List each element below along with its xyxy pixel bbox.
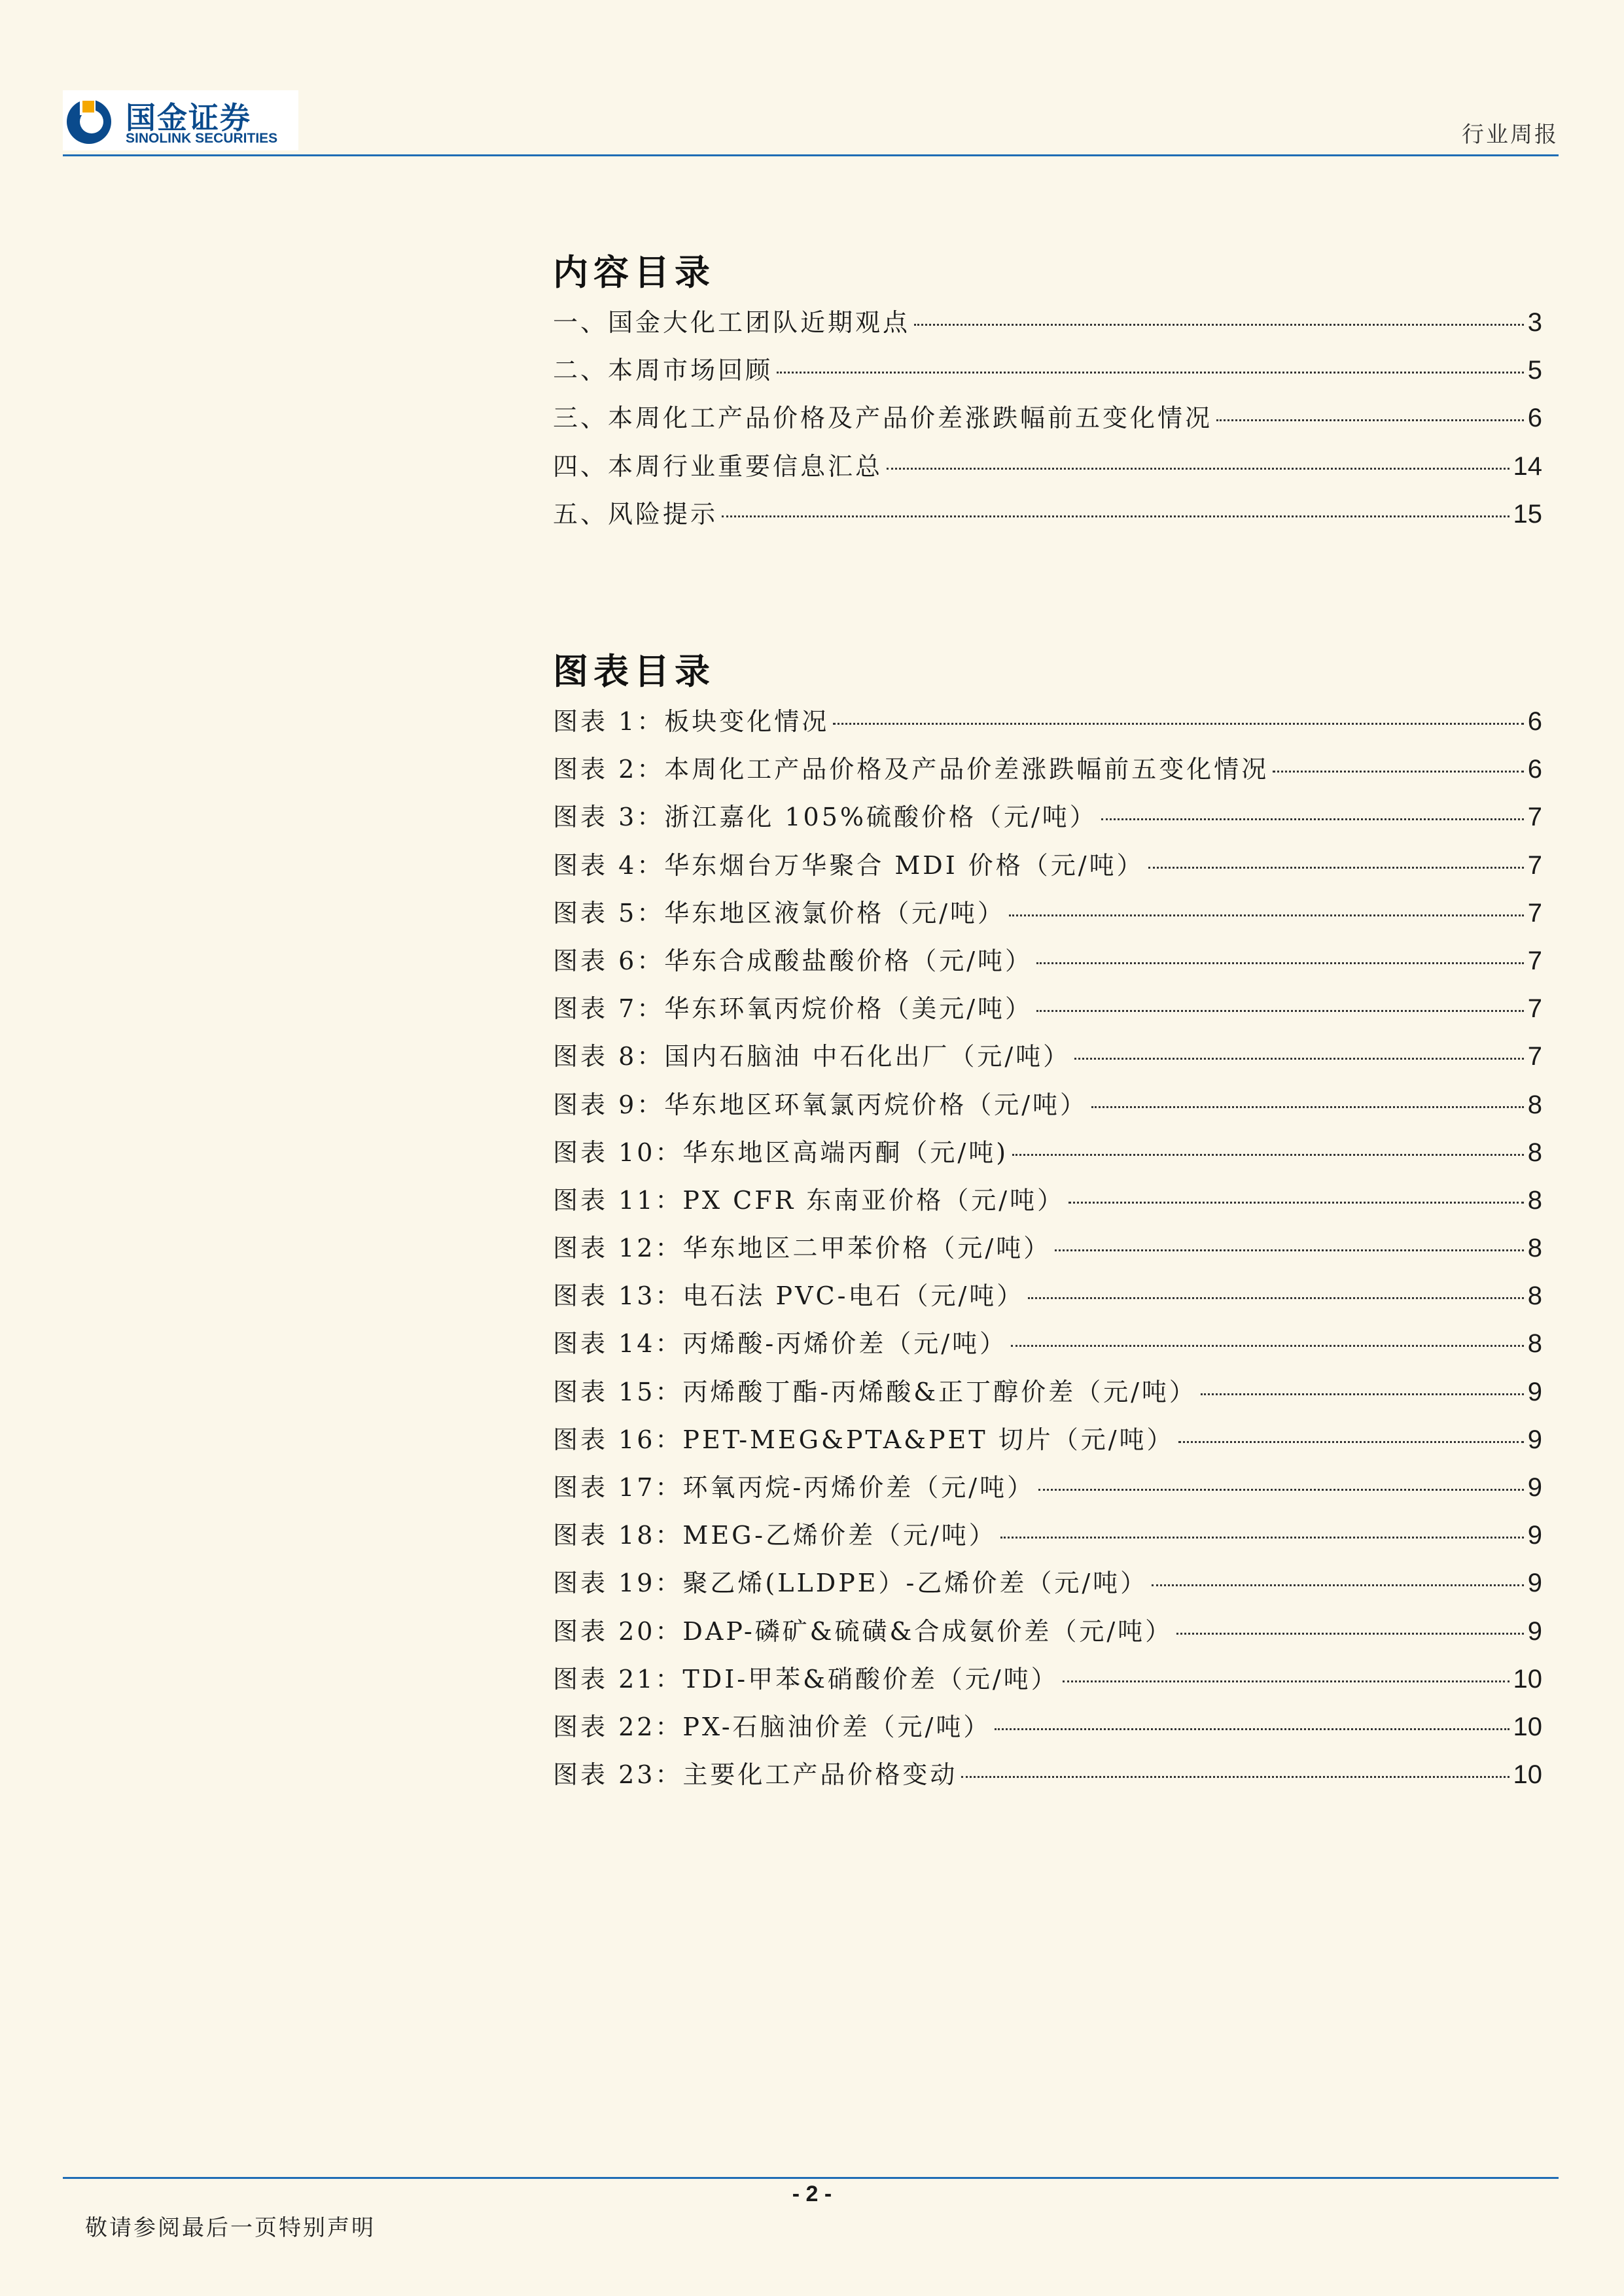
- contents-list: [553, 299, 1542, 538]
- figure-entry-page: 8: [1527, 1138, 1542, 1167]
- figure-entry-page: 9: [1527, 1616, 1542, 1646]
- figure-entry[interactable]: [553, 1320, 1542, 1368]
- toc-entry-page: 3: [1527, 308, 1542, 337]
- toc-entry-text: 四、本周行业重要信息汇总: [553, 451, 883, 481]
- logo-english-name: SINOLINK SECURITIES: [126, 131, 278, 146]
- toc-leader: [1055, 1249, 1524, 1251]
- figure-entry[interactable]: [553, 1464, 1542, 1512]
- figure-entry-page: 7: [1527, 946, 1542, 975]
- figure-entry[interactable]: [553, 1416, 1542, 1464]
- figure-entry-text: 图表 17：环氧丙烷-丙烯价差（元/吨）: [553, 1473, 1035, 1502]
- toc-entry-page: 14: [1513, 451, 1542, 481]
- figure-entry-page: 7: [1527, 1042, 1542, 1071]
- toc-entry-page: 5: [1527, 356, 1542, 385]
- figure-entry-text: 图表 22：PX-石脑油价差（元/吨）: [553, 1712, 991, 1741]
- figure-entry-page: 8: [1527, 1090, 1542, 1119]
- toc-entry[interactable]: [553, 443, 1542, 491]
- figure-entry-page: 8: [1527, 1281, 1542, 1311]
- figure-entry-text: 图表 18：MEG-乙烯价差（元/吨）: [553, 1521, 997, 1550]
- figure-entry-text: 图表 21：TDI-甲苯&硝酸价差（元/吨）: [553, 1664, 1059, 1694]
- figures-section: [553, 644, 1542, 1799]
- figure-entry-page: 10: [1513, 1664, 1542, 1694]
- figure-entry-text: 图表 9：华东地区环氧氯丙烷价格（元/吨）: [553, 1090, 1088, 1119]
- figure-entry-text: 图表 20：DAP-磷矿&硫磺&合成氨价差（元/吨）: [553, 1616, 1173, 1646]
- toc-entry-page: 6: [1527, 404, 1542, 433]
- toc-entry-text: 三、本周化工产品价格及产品价差涨跌幅前五变化情况: [553, 404, 1213, 433]
- figure-entry[interactable]: [553, 746, 1542, 793]
- figure-entry[interactable]: [553, 1129, 1542, 1177]
- figure-entry-page: 7: [1527, 994, 1542, 1024]
- figure-entry-page: 8: [1527, 1234, 1542, 1263]
- figure-entry-text: 图表 19：聚乙烯(LLDPE）-乙烯价差（元/吨）: [553, 1569, 1148, 1598]
- figure-entry[interactable]: [553, 890, 1542, 937]
- toc-leader: [1036, 962, 1524, 964]
- toc-entry-page: 15: [1513, 499, 1542, 529]
- figure-entry-text: 图表 12：华东地区二甲苯价格（元/吨）: [553, 1234, 1051, 1263]
- logo-chinese-name: 国金证券: [126, 100, 251, 135]
- toc-leader: [1009, 914, 1524, 916]
- figure-entry-text: 图表 3：浙江嘉化 105%硫酸价格（元/吨）: [553, 803, 1097, 832]
- figure-entry-page: 10: [1513, 1760, 1542, 1790]
- toc-leader: [1091, 1106, 1524, 1108]
- figure-entry[interactable]: [553, 1656, 1542, 1703]
- toc-leader: [1216, 419, 1524, 421]
- figure-entry[interactable]: [553, 698, 1542, 746]
- figure-entry-text: 图表 15：丙烯酸丁酯-丙烯酸&正丁醇价差（元/吨）: [553, 1377, 1197, 1406]
- toc-leader: [1068, 1202, 1524, 1204]
- contents-title: 内容目录: [553, 251, 715, 293]
- figure-entry[interactable]: [553, 1512, 1542, 1559]
- figure-entry-text: 图表 23：主要化工产品价格变动: [553, 1760, 958, 1790]
- figure-entry[interactable]: [553, 1033, 1542, 1081]
- toc-leader: [1148, 867, 1524, 869]
- toc-entry[interactable]: [553, 394, 1542, 442]
- toc-leader: [887, 468, 1509, 470]
- toc-leader: [1000, 1537, 1524, 1539]
- toc-leader: [1201, 1393, 1524, 1395]
- figure-entry[interactable]: [553, 1177, 1542, 1225]
- company-logo: [63, 90, 298, 150]
- toc-leader: [1273, 771, 1523, 773]
- toc-leader: [833, 723, 1523, 725]
- figure-entry-page: 9: [1527, 1569, 1542, 1598]
- toc-leader: [995, 1728, 1509, 1730]
- figure-entry-text: 图表 10：华东地区高端丙酮（元/吨): [553, 1138, 1009, 1167]
- figure-entry[interactable]: [553, 1272, 1542, 1320]
- toc-entry-text: 二、本周市场回顾: [553, 356, 773, 385]
- toc-leader: [1152, 1584, 1524, 1586]
- toc-leader: [1063, 1680, 1509, 1682]
- figure-entry-page: 9: [1527, 1521, 1542, 1550]
- figure-entry-text: 图表 4：华东烟台万华聚合 MDI 价格（元/吨）: [553, 850, 1144, 880]
- footer-divider: [63, 2177, 1559, 2179]
- figure-entry-page: 10: [1513, 1712, 1542, 1741]
- report-type-label: 行业周报: [1462, 122, 1559, 148]
- figure-entry-text: 图表 1：板块变化情况: [553, 707, 830, 736]
- toc-leader: [1074, 1058, 1524, 1060]
- header-divider: [63, 154, 1559, 156]
- figure-entry[interactable]: [553, 793, 1542, 841]
- figure-entry[interactable]: [553, 1559, 1542, 1607]
- figure-entry-page: 9: [1527, 1425, 1542, 1454]
- figure-entry-text: 图表 8：国内石脑油 中石化出厂（元/吨）: [553, 1042, 1071, 1071]
- toc-leader: [1036, 1010, 1524, 1012]
- contents-section: [553, 245, 1542, 538]
- figure-entry-text: 图表 13：电石法 PVC-电石（元/吨）: [553, 1281, 1025, 1311]
- figure-entry-page: 7: [1527, 898, 1542, 928]
- figure-entry-text: 图表 2：本周化工产品价格及产品价差涨跌幅前五变化情况: [553, 755, 1269, 784]
- figure-entry-page: 6: [1527, 755, 1542, 784]
- toc-leader: [961, 1776, 1509, 1778]
- figures-list: [553, 698, 1542, 1799]
- toc-leader: [1012, 1154, 1524, 1156]
- figure-entry[interactable]: [553, 1703, 1542, 1751]
- figure-entry-text: 图表 11：PX CFR 东南亚价格（元/吨）: [553, 1185, 1065, 1215]
- toc-leader: [1011, 1345, 1524, 1347]
- page-number: - 2 -: [792, 2182, 832, 2206]
- figure-entry[interactable]: [553, 985, 1542, 1033]
- figure-entry-text: 图表 16：PET-MEG&PTA&PET 切片（元/吨）: [553, 1425, 1174, 1454]
- toc-leader: [1176, 1633, 1524, 1635]
- toc-entry-text: 一、国金大化工团队近期观点: [553, 308, 911, 337]
- toc-entry-text: 五、风险提示: [553, 499, 718, 529]
- toc-leader: [722, 515, 1509, 517]
- figure-entry[interactable]: [553, 1608, 1542, 1656]
- figure-entry[interactable]: [553, 1751, 1542, 1799]
- figure-entry-page: 7: [1527, 850, 1542, 880]
- sinolink-logo-icon: [63, 96, 115, 148]
- figure-entry[interactable]: [553, 1225, 1542, 1272]
- figure-entry-page: 8: [1527, 1329, 1542, 1359]
- figure-entry-page: 6: [1527, 707, 1542, 736]
- toc-entry[interactable]: [553, 491, 1542, 538]
- toc-leader: [1178, 1441, 1524, 1443]
- toc-leader: [914, 324, 1524, 326]
- figure-entry-text: 图表 5：华东地区液氯价格（元/吨）: [553, 898, 1006, 928]
- toc-leader: [1101, 818, 1524, 820]
- page-header: [63, 90, 1559, 156]
- footer-disclaimer: 敬请参阅最后一页特别声明: [85, 2215, 376, 2241]
- toc-entry[interactable]: [553, 347, 1542, 394]
- figure-entry[interactable]: [553, 1368, 1542, 1416]
- figure-entry-text: 图表 14：丙烯酸-丙烯价差（元/吨）: [553, 1329, 1008, 1359]
- figure-entry[interactable]: [553, 937, 1542, 985]
- figure-entry-page: 8: [1527, 1185, 1542, 1215]
- figure-entry-text: 图表 7：华东环氧丙烷价格（美元/吨）: [553, 994, 1033, 1024]
- toc-leader: [777, 372, 1524, 374]
- figure-entry[interactable]: [553, 1081, 1542, 1129]
- toc-leader: [1028, 1297, 1524, 1299]
- toc-entry[interactable]: [553, 299, 1542, 347]
- figure-entry-page: 7: [1527, 803, 1542, 832]
- figure-entry-page: 9: [1527, 1473, 1542, 1502]
- toc-leader: [1038, 1489, 1524, 1491]
- figures-title: 图表目录: [553, 650, 715, 692]
- figure-entry[interactable]: [553, 842, 1542, 890]
- figure-entry-text: 图表 6：华东合成酸盐酸价格（元/吨）: [553, 946, 1033, 975]
- figure-entry-page: 9: [1527, 1377, 1542, 1406]
